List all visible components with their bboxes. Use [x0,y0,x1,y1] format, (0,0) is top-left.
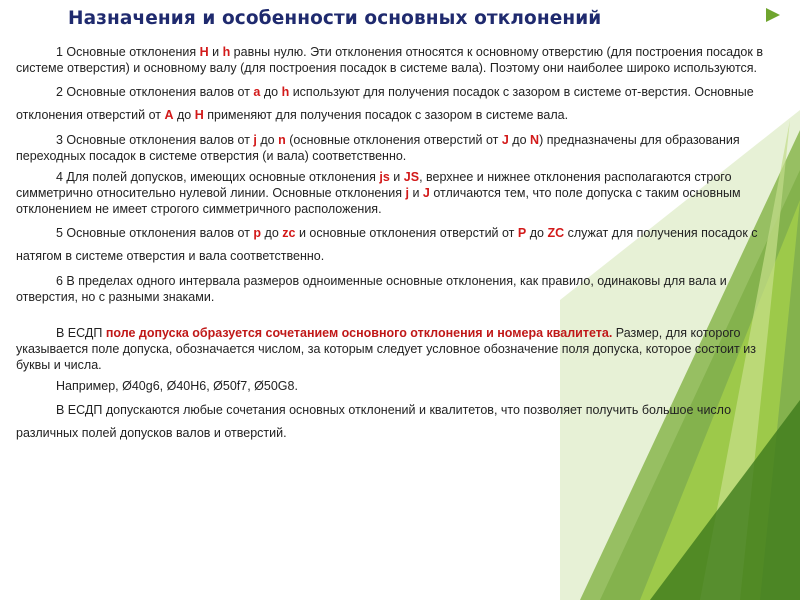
deviation-symbol: J [422,186,430,200]
deviation-symbol: A [164,108,174,122]
paragraph-1 [16,44,786,76]
text-run: (основные отклонения отверстий от [285,133,502,147]
text-run: до [173,108,195,122]
deviation-symbol: zc [282,226,296,240]
text-run: Размер, для которого указывается поле допуска, обозначается числом, за которым следует условное обозначение поля допуска, которое состоит из буквы и числа. [16,326,756,372]
deviation-symbol: js [379,170,390,184]
paragraph-3 [16,132,786,164]
text-run: и [408,186,423,200]
text-run: используют для получения посадок с зазором в системе от-верстия. Основные отклонения отверстий от [16,85,754,122]
text-run: и [208,45,223,59]
slide-body [16,44,786,450]
paragraph-5 [16,222,786,268]
text-run: В ЕСДП [56,326,106,340]
deviation-symbol: j [405,186,409,200]
deviation-symbol: j [253,133,257,147]
text-run: и [389,170,404,184]
text-run: до [526,226,548,240]
text-run: и основные отклонения отверстий от [295,226,518,240]
deviation-symbol: N [530,133,540,147]
deviation-symbol: h [222,45,231,59]
deviation-symbol: J [501,133,509,147]
text-run: служат для получения посадок с натягом в системе отверстия и вала соответственно. [16,226,758,263]
deviation-symbol: n [278,133,286,147]
paragraph-6 [16,273,786,305]
text-run: , верхнее и нижнее отклонения располагаются строго симметрично относительно нулевой линии. Основные отклонения [16,170,732,200]
deviation-symbol: a [253,85,261,99]
text-run: 3 Основные отклонения валов от [56,133,254,147]
paragraph-7 [16,325,786,373]
deviation-symbol: H [194,108,204,122]
deviation-symbol: JS [403,170,420,184]
text-run: ) предназначены для образования переходных посадок в системе отверстия (и вала) соответственно. [16,133,740,163]
paragraph-2 [16,81,786,127]
paragraph-9 [16,399,786,445]
highlighted-text: поле допуска образуется сочетанием основного отклонения и номера квалитета. [105,326,613,340]
deviation-symbol: h [281,85,290,99]
deviation-symbol: H [199,45,209,59]
text-run: 6 В пределах одного интервала размеров одноименные основные отклонения, как правило, одинаковы для вала и отверстия, но с разными знаками. [16,274,727,304]
text-run: В ЕСДП допускаются любые сочетания основных отклонений и квалитетов, что позволяет получить большое число различных полей допусков валов и отверстий. [16,403,732,440]
deviation-symbol: P [517,226,527,240]
text-run: до [261,226,283,240]
text-run: до [260,85,282,99]
text-run: отличаются тем, что поле допуска с таким основным отклонением не имеет строгого симметричного расположения. [16,186,741,216]
text-run: применяют для получения посадок с зазором в системе вала. [203,108,569,122]
text-run: равны нулю. Эти отклонения относятся к основному отверстию (для построения посадок в системе отверстия) и основному валу (для построения посадок в системе вала). Поэтому они наиболее широко используются. [16,45,763,75]
paragraph-8 [16,378,786,394]
paragraph-4 [16,169,786,217]
text-run: 2 Основные отклонения валов от [56,85,254,99]
deviation-symbol: ZC [547,226,565,240]
text-run: до [256,133,279,147]
slide-title: Назначения и особенности основных отклонений [68,8,602,29]
text-run: 5 Основные отклонения валов от [56,226,254,240]
text-run: Например, Ø40g6, Ø40H6, Ø50f7, Ø50G8. [56,379,298,393]
text-run: до [508,133,531,147]
text-run: 1 Основные отклонения [56,45,200,59]
text-run: 4 Для полей допусков, имеющих основные отклонения [56,170,380,184]
deviation-symbol: p [253,226,262,240]
